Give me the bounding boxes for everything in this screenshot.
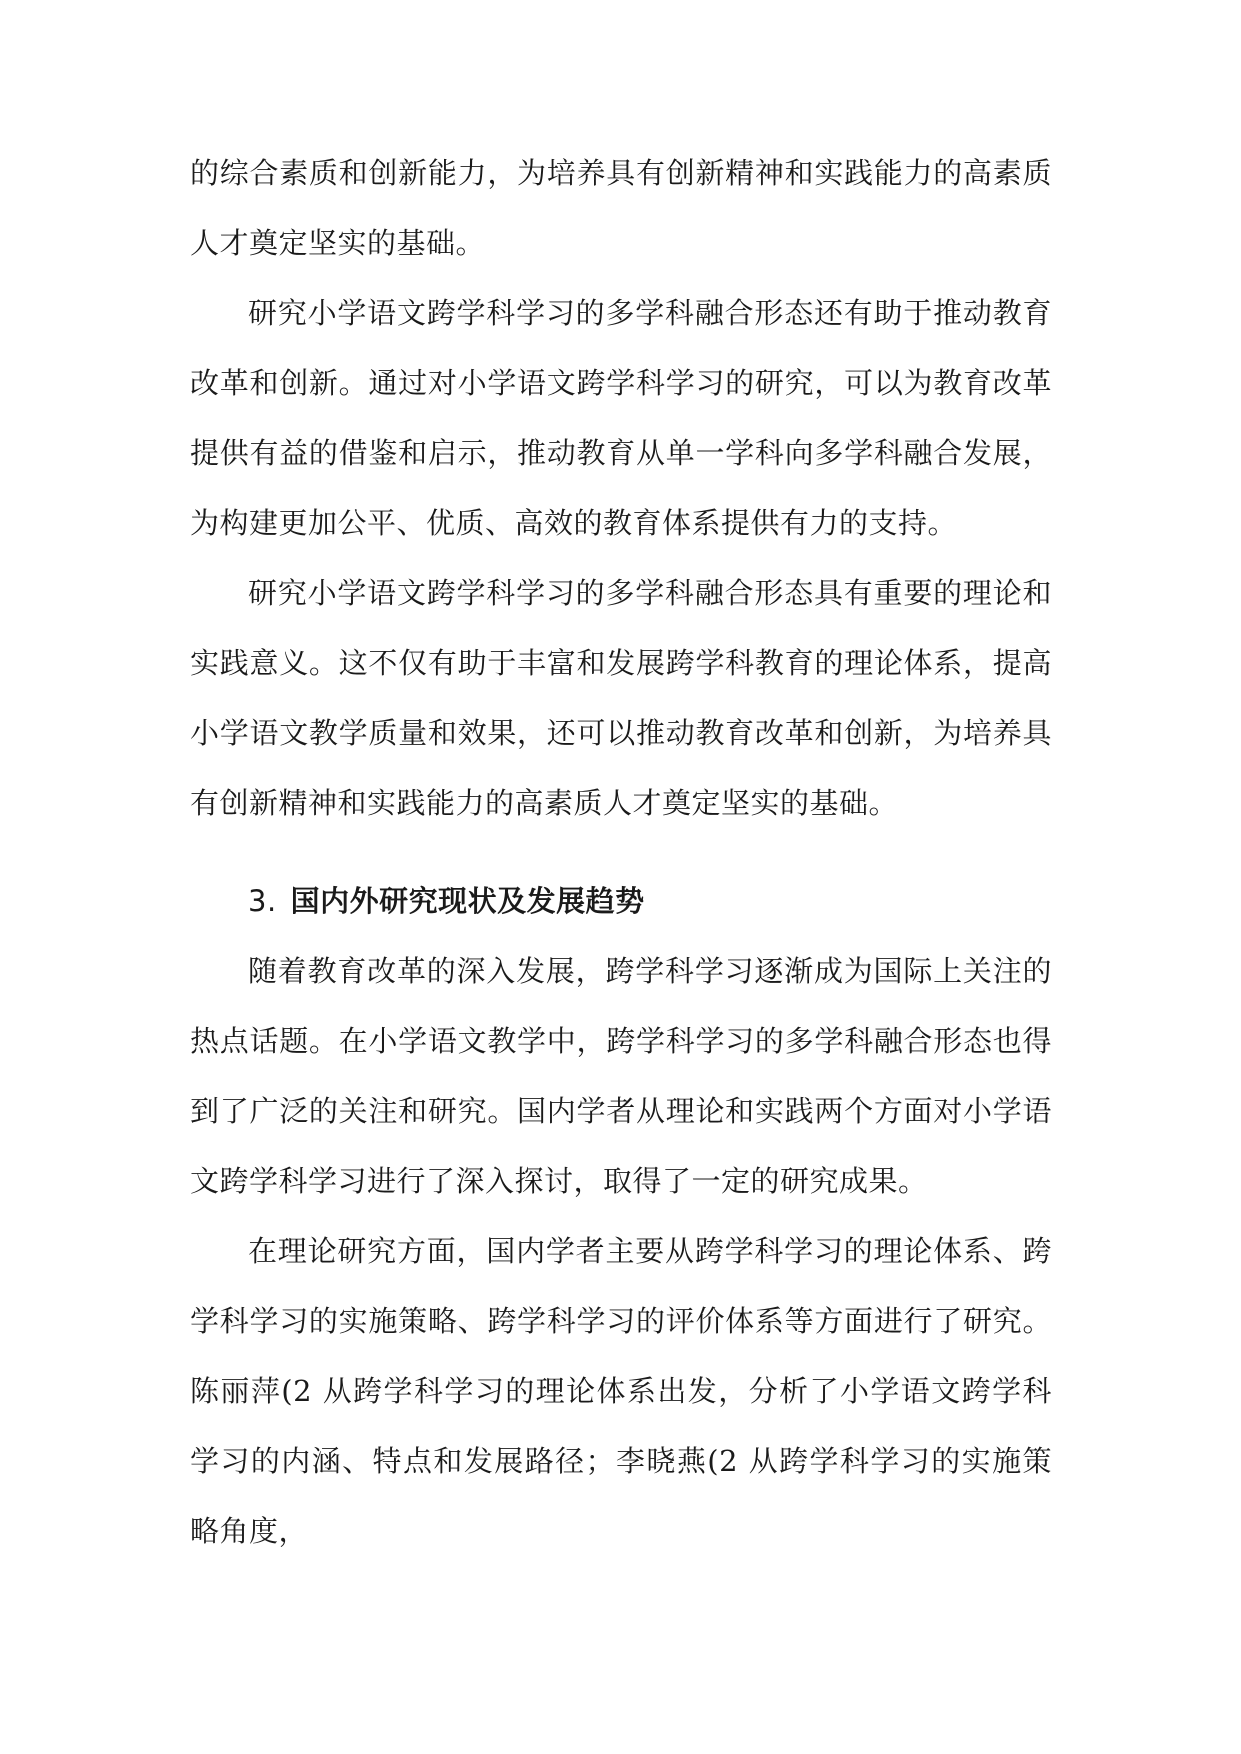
paragraph-education-reform: 研究小学语文跨学科学习的多学科融合形态还有助于推动教育改革和创新。通过对小学语文跨学科学习的研究，可以为教育改革提供有益的借鉴和启示，推动教育从单一学科向多学科融合发展，为构建更加公平、优质、高效的教育体系提供有力的支持。 bbox=[190, 296, 1052, 540]
paragraph-continued: 的综合素质和创新能力，为培养具有创新精神和实践能力的高素质人才奠定坚实的基础。 bbox=[190, 156, 1052, 260]
document-body bbox=[190, 138, 1052, 1566]
section-title: 国内外研究现状及发展趋势 bbox=[290, 884, 645, 918]
section-heading bbox=[190, 866, 1052, 936]
paragraph-theory-research: 在理论研究方面，国内学者主要从跨学科学习的理论体系、跨学科学习的实施策略、跨学科学习的评价体系等方面进行了研究。陈丽萍(2 从跨学科学习的理论体系出发，分析了小学语文跨学科学习的内涵、特点和发展路径；李晓燕(2 从跨学科学习的实施策略角度， bbox=[190, 1234, 1052, 1548]
paragraph-significance: 研究小学语文跨学科学习的多学科融合形态具有重要的理论和实践意义。这不仅有助于丰富和发展跨学科教育的理论体系，提高小学语文教学质量和效果，还可以推动教育改革和创新，为培养具有创新精神和实践能力的高素质人才奠定坚实的基础。 bbox=[190, 576, 1052, 820]
paragraph-research-status: 随着教育改革的深入发展，跨学科学习逐渐成为国际上关注的热点话题。在小学语文教学中，跨学科学习的多学科融合形态也得到了广泛的关注和研究。国内学者从理论和实践两个方面对小学语文跨学科学习进行了深入探讨，取得了一定的研究成果。 bbox=[190, 954, 1052, 1198]
section-number: 3. bbox=[248, 884, 277, 918]
